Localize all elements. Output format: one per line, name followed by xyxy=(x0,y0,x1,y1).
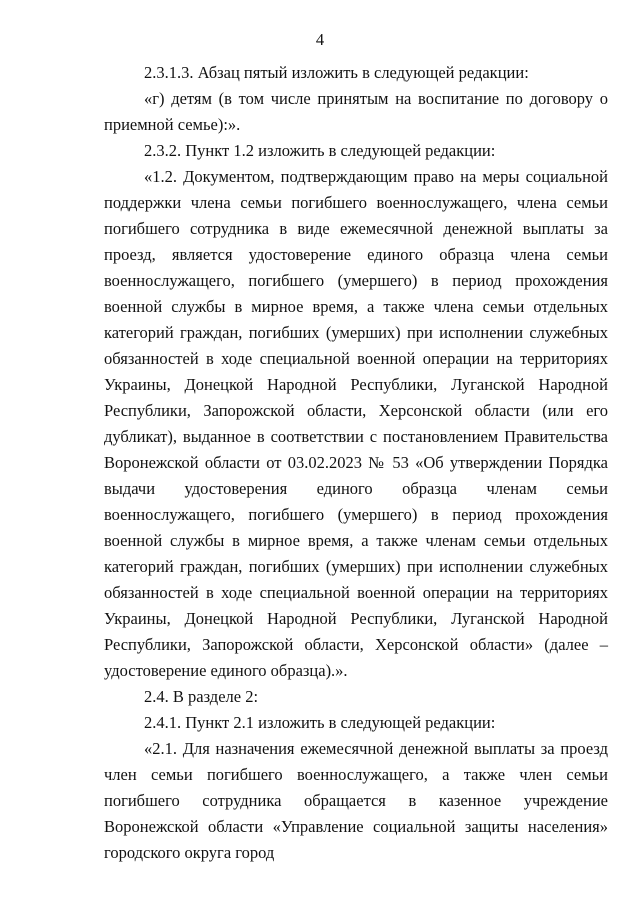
paragraph-2-3-2: 2.3.2. Пункт 1.2 изложить в следующей редакции: xyxy=(144,141,496,160)
paragraph-item-1-2-quote: «1.2. Документом, подтверждающим право на меры социальной поддержки члена семьи погибшего военнослужащего, члена семьи погибшего сотрудника в виде ежемесячной денежной выплаты за проезд, является удостоверение единого образца члена семьи военнослужащего, погибшего (умершего) в период прохождения военной службы в мирное время, а также члена семьи отдельных категорий граждан, погибших (умерших) при исполнении служебных обязанностей в ходе специальной военной операции на территориях Украины, Донецкой Народной Республики, Луганской Народной Республики, Запорожской области, Херсонской области (или его дубликат), выданное в соответствии с постановлением Правительства Воронежской области от 03.02.2023 № 53 «Об утверждении Порядка выдачи удостоверения единого образца членам семьи военнослужащего, погибшего (умершего) в период прохождения военной службы в мирное время, а также членам семьи отдельных категорий граждан, погибших (умерших) при исполнении служебных обязанностей в ходе специальной военной операции на территориях Украины, Донецкой Народной Республики, Луганской Народной Республики, Запорожской области, Херсонской области» (далее – удостоверение единого образца).». xyxy=(104,167,608,680)
document-body xyxy=(104,60,608,866)
paragraph-2-4: 2.4. В разделе 2: xyxy=(144,687,259,706)
page-number: 4 xyxy=(315,30,325,49)
paragraph-subitem-g: «г) детям (в том числе принятым на воспитание по договору о приемной семье):». xyxy=(104,89,608,134)
paragraph-2-4-1: 2.4.1. Пункт 2.1 изложить в следующей редакции: xyxy=(144,713,496,732)
paragraph-2-3-1-3: 2.3.1.3. Абзац пятый изложить в следующей редакции: xyxy=(144,63,529,82)
paragraph-item-2-1-quote: «2.1. Для назначения ежемесячной денежной выплаты за проезд член семьи погибшего военнослужащего, а также член семьи погибшего сотрудника обращается в казенное учреждение Воронежской области «Управление социальной защиты населения» городского округа город xyxy=(104,739,608,862)
